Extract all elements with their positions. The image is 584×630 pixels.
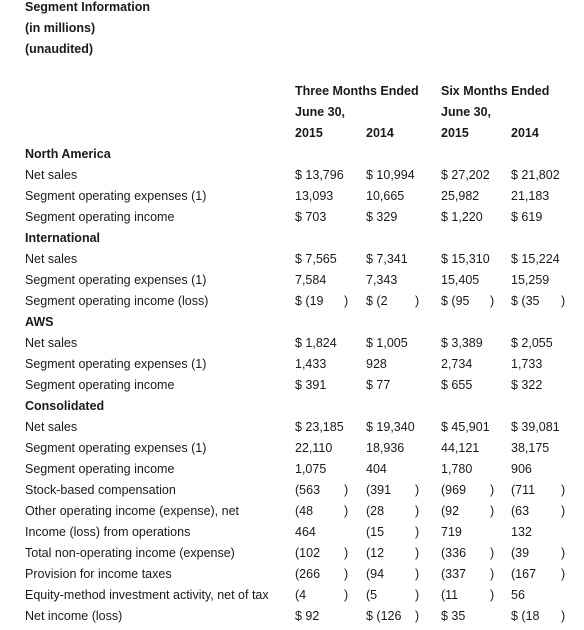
- table-cell: $ 92: [295, 609, 320, 623]
- table-cell: $ 1,824: [295, 336, 337, 350]
- table-row: [0, 420, 584, 441]
- table-cell: (102: [295, 546, 321, 560]
- closing-paren: ): [344, 567, 349, 581]
- table-cell: 132: [511, 525, 532, 539]
- closing-paren: ): [561, 504, 566, 518]
- table-cell: 1,733: [511, 357, 543, 371]
- row-label: Segment operating expenses (1): [25, 441, 207, 455]
- row-label: Segment operating expenses (1): [25, 189, 207, 203]
- table-cell: $ 7,565: [295, 252, 337, 266]
- closing-paren: ): [561, 609, 566, 623]
- closing-paren: ): [490, 483, 495, 497]
- table-cell: (15: [366, 525, 385, 539]
- table-cell: $ 2,055: [511, 336, 553, 350]
- table-cell: $ (19: [295, 294, 324, 308]
- table-row: [0, 441, 584, 462]
- table-row: [0, 504, 584, 525]
- table-cell: 719: [441, 525, 462, 539]
- table-cell: 1,433: [295, 357, 327, 371]
- table-cell: $ (18: [511, 609, 540, 623]
- table-cell: $ 322: [511, 378, 543, 392]
- table-cell: $ 15,224: [511, 252, 560, 266]
- column-year: 2014: [366, 126, 394, 140]
- table-cell: $ 13,796: [295, 168, 344, 182]
- table-cell: (39: [511, 546, 530, 560]
- row-label: Segment operating income: [25, 378, 175, 392]
- table-cell: 10,665: [366, 189, 405, 203]
- closing-paren: ): [490, 294, 495, 308]
- closing-paren: ): [415, 546, 420, 560]
- column-year: 2015: [295, 126, 323, 140]
- row-label: Segment operating expenses (1): [25, 357, 207, 371]
- table-cell: $ (2: [366, 294, 388, 308]
- row-label: Net sales: [25, 420, 78, 434]
- table-cell: $ 1,220: [441, 210, 483, 224]
- table-row: [0, 546, 584, 567]
- table-row: [0, 588, 584, 609]
- row-label: Equity-method investment activity, net of tax: [25, 588, 269, 602]
- closing-paren: ): [561, 546, 566, 560]
- row-label: Net sales: [25, 252, 78, 266]
- table-cell: $ 703: [295, 210, 327, 224]
- row-label: Net sales: [25, 168, 78, 182]
- table-cell: 928: [366, 357, 387, 371]
- row-label: Net income (loss): [25, 609, 123, 623]
- table-row: [0, 567, 584, 588]
- row-label: Segment operating income (loss): [25, 294, 209, 308]
- table-cell: (12: [366, 546, 385, 560]
- row-label: Segment operating expenses (1): [25, 273, 207, 287]
- table-cell: $ 19,340: [366, 420, 415, 434]
- column-period-six-months: June 30,: [441, 105, 492, 119]
- table-cell: (563: [295, 483, 321, 497]
- section-title: International: [25, 231, 101, 245]
- table-cell: (391: [366, 483, 392, 497]
- closing-paren: ): [561, 483, 566, 497]
- table-cell: (711: [511, 483, 536, 497]
- table-row: [0, 189, 584, 210]
- table-cell: 464: [295, 525, 316, 539]
- table-cell: 2,734: [441, 357, 473, 371]
- table-cell: $ 3,389: [441, 336, 483, 350]
- table-cell: 15,405: [441, 273, 480, 287]
- closing-paren: ): [415, 609, 420, 623]
- table-cell: $ (35: [511, 294, 540, 308]
- closing-paren: ): [561, 294, 566, 308]
- section-title: Consolidated: [25, 399, 105, 413]
- table-cell: 21,183: [511, 189, 550, 203]
- table-row: [0, 273, 584, 294]
- table-row: [0, 168, 584, 189]
- section-title: North America: [25, 147, 111, 161]
- column-year: 2014: [511, 126, 539, 140]
- row-label: Segment operating income: [25, 210, 175, 224]
- table-cell: 1,075: [295, 462, 327, 476]
- closing-paren: ): [344, 483, 349, 497]
- table-cell: $ 77: [366, 378, 391, 392]
- table-cell: $ 27,202: [441, 168, 490, 182]
- table-cell: 906: [511, 462, 532, 476]
- closing-paren: ): [561, 567, 566, 581]
- table-cell: 7,343: [366, 273, 398, 287]
- row-label: Net sales: [25, 336, 78, 350]
- table-cell: 25,982: [441, 189, 480, 203]
- table-cell: 7,584: [295, 273, 327, 287]
- table-cell: 38,175: [511, 441, 550, 455]
- closing-paren: ): [344, 294, 349, 308]
- table-cell: (266: [295, 567, 321, 581]
- closing-paren: ): [415, 567, 420, 581]
- table-cell: (28: [366, 504, 385, 518]
- table-cell: (336: [441, 546, 467, 560]
- table-cell: (94: [366, 567, 385, 581]
- table-row: [0, 294, 584, 315]
- table-cell: 22,110: [295, 441, 333, 455]
- closing-paren: ): [415, 504, 420, 518]
- closing-paren: ): [490, 504, 495, 518]
- report-title: Segment Information: [25, 0, 151, 14]
- closing-paren: ): [415, 525, 420, 539]
- table-row: [0, 357, 584, 378]
- closing-paren: ): [344, 588, 349, 602]
- table-row: [0, 483, 584, 504]
- table-cell: $ 391: [295, 378, 327, 392]
- table-cell: $ 21,802: [511, 168, 560, 182]
- table-row: [0, 252, 584, 273]
- table-cell: $ 45,901: [441, 420, 490, 434]
- table-cell: (969: [441, 483, 467, 497]
- table-row: [0, 609, 584, 630]
- column-group-three-months: Three Months Ended: [295, 84, 419, 98]
- column-year: 2015: [441, 126, 469, 140]
- row-label: Stock-based compensation: [25, 483, 176, 497]
- table-cell: (11: [441, 588, 459, 602]
- table-cell: $ 7,341: [366, 252, 408, 266]
- row-label: Provision for income taxes: [25, 567, 172, 581]
- table-cell: $ 655: [441, 378, 473, 392]
- table-cell: 13,093: [295, 189, 334, 203]
- closing-paren: ): [415, 483, 420, 497]
- table-cell: 15,259: [511, 273, 550, 287]
- table-row: [0, 462, 584, 483]
- closing-paren: ): [490, 567, 495, 581]
- table-cell: (48: [295, 504, 314, 518]
- table-cell: (5: [366, 588, 378, 602]
- table-cell: (337: [441, 567, 467, 581]
- report-audit-note: (unaudited): [25, 42, 94, 56]
- closing-paren: ): [344, 504, 349, 518]
- table-cell: $ 619: [511, 210, 543, 224]
- closing-paren: ): [415, 294, 420, 308]
- closing-paren: ): [415, 588, 420, 602]
- table-cell: $ 35: [441, 609, 466, 623]
- row-label: Total non-operating income (expense): [25, 546, 235, 560]
- closing-paren: ): [344, 546, 349, 560]
- table-cell: (92: [441, 504, 460, 518]
- table-cell: 18,936: [366, 441, 405, 455]
- table-row: [0, 525, 584, 546]
- section-title: AWS: [25, 315, 54, 329]
- table-cell: (167: [511, 567, 537, 581]
- table-cell: (4: [295, 588, 307, 602]
- table-cell: $ (95: [441, 294, 470, 308]
- table-cell: $ 39,081: [511, 420, 560, 434]
- column-period-three-months: June 30,: [295, 105, 346, 119]
- table-cell: 1,780: [441, 462, 473, 476]
- table-cell: $ 1,005: [366, 336, 408, 350]
- report-units: (in millions): [25, 21, 96, 35]
- row-label: Other operating income (expense), net: [25, 504, 240, 518]
- column-group-six-months: Six Months Ended: [441, 84, 550, 98]
- row-label: Segment operating income: [25, 462, 175, 476]
- table-cell: $ 23,185: [295, 420, 344, 434]
- table-cell: 56: [511, 588, 525, 602]
- table-row: [0, 378, 584, 399]
- table-cell: 404: [366, 462, 387, 476]
- table-row: [0, 210, 584, 231]
- closing-paren: ): [490, 588, 495, 602]
- table-cell: (63: [511, 504, 530, 518]
- closing-paren: ): [490, 546, 495, 560]
- row-label: Income (loss) from operations: [25, 525, 191, 539]
- table-cell: 44,121: [441, 441, 480, 455]
- table-row: [0, 336, 584, 357]
- table-cell: $ 10,994: [366, 168, 415, 182]
- table-cell: $ 15,310: [441, 252, 490, 266]
- table-cell: $ (126: [366, 609, 402, 623]
- table-cell: $ 329: [366, 210, 398, 224]
